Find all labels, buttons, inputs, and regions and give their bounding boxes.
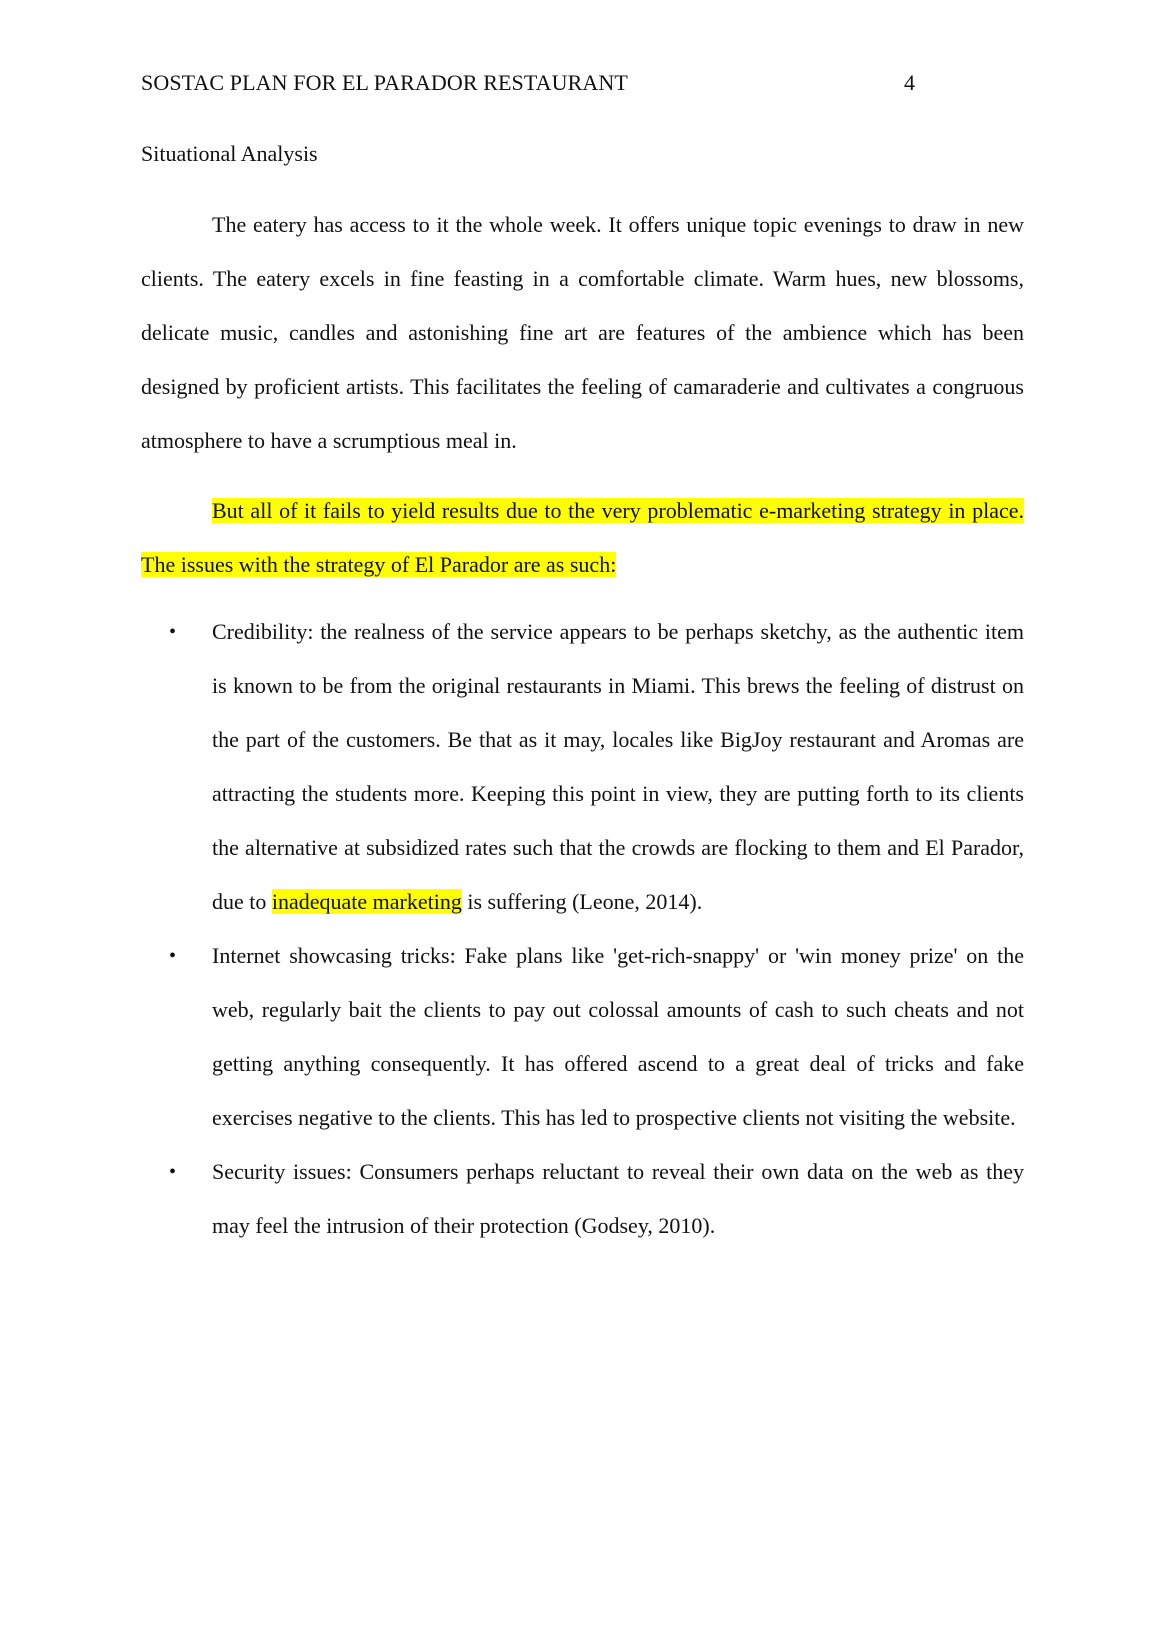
bullet-icon: •: [169, 1161, 177, 1183]
highlighted-text: But all of it fails to yield results due to the very problematic e-marketing strategy in place. The issues with the strategy of El Parador are as such:: [141, 498, 1024, 577]
page-number: 4: [904, 70, 915, 95]
bullet-icon: •: [169, 945, 177, 967]
paragraph-strategy-issues: [141, 484, 1024, 592]
bullet-item-security: [141, 1145, 1024, 1253]
bullet-text-credibility-end: is suffering (Leone, 2014).: [461, 889, 703, 914]
issues-bullet-list: [141, 605, 1024, 1253]
bullet-icon: •: [169, 621, 177, 643]
bullet-text-credibility-start: Credibility: the realness of the service appears to be perhaps sketchy, as the authentic item is known to be from the original restaurants in Miami. This brews the feeling of distrust on the part of the customers. Be that as it may, locales like BigJoy restaurant and Aromas are attracting the students more. Keeping this point in view, they are putting forth to its clients the alternative at subsidized rates such that the crowds are flocking to them and El Parador, due to: [212, 619, 1024, 914]
highlighted-text-inadequate-marketing: inadequate marketing: [271, 889, 462, 914]
bullet-item-credibility: [141, 605, 1024, 929]
running-header-title: SOSTAC PLAN FOR EL PARADOR RESTAURANT: [141, 70, 628, 95]
bullet-item-internet-tricks: [141, 929, 1024, 1145]
bullet-text-internet-tricks: Internet showcasing tricks: Fake plans like 'get-rich-snappy' or 'win money prize' on the web, regularly bait the clients to pay out colossal amounts of cash to such cheats and not getting anything consequently. It has offered ascend to a great deal of tricks and fake exercises negative to the clients. This has led to prospective clients not visiting the website.: [212, 943, 1024, 1130]
bullet-text-security: Security issues: Consumers perhaps reluctant to reveal their own data on the web as they may feel the intrusion of their protection (Godsey, 2010).: [212, 1159, 1024, 1238]
section-heading: Situational Analysis: [141, 141, 318, 166]
paragraph-ambience: The eatery has access to it the whole week. It offers unique topic evenings to draw in new clients. The eatery excels in fine feasting in a comfortable climate. Warm hues, new blossoms, delicate music, candles and astonishing fine art are features of the ambience which has been designed by proficient artists. This facilitates the feeling of camaraderie and cultivates a congruous atmosphere to have a scrumptious meal in.: [141, 212, 1024, 453]
